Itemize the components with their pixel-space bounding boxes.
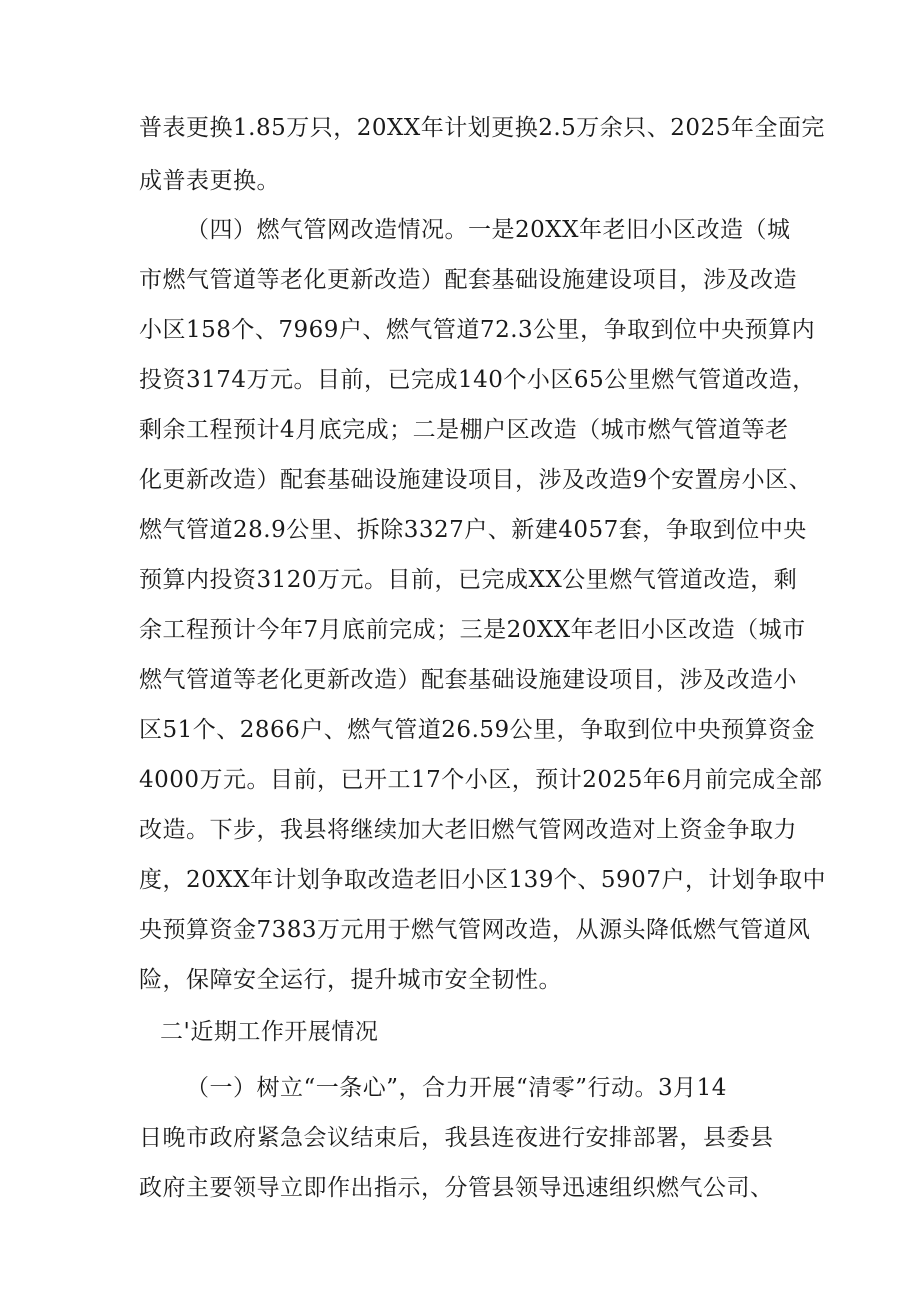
text-line: 政府主要领导立即作出指示，分管县领导迅速组织燃气公司、 [139,1175,774,1201]
text-line: 区51个、2866户、燃气管道26.59公里，争取到位中央预算资金 [139,717,816,743]
text-line: 成普表更换。 [139,168,280,194]
subsection-heading-1: （一）树立“一条心”，合力开展“清零”行动。3月14 [186,1075,727,1101]
text-line: 4000万元。目前，已开工17个小区，预计2025年6月前完成全部 [139,767,823,793]
text-line: 日晚市政府紧急会议结束后，我县连夜进行安排部署，县委县 [139,1125,774,1151]
text-line: 小区158个、7969户、燃气管道72.3公里，争取到位中央预算内 [139,317,816,343]
text-line: 度，20XX年计划争取改造老旧小区139个、5907户，计划争取中 [139,867,826,893]
text-line: 改造。下步，我县将继续加大老旧燃气管网改造对上资金争取力 [139,817,797,843]
text-line: 燃气管道28.9公里、拆除3327户、新建4057套，争取到位中央 [139,517,807,543]
text-line: 央预算资金7383万元用于燃气管网改造，从源头降低燃气管道风 [139,917,811,943]
text-line: 化更新改造）配套基础设施建设项目，涉及改造9个安置房小区、 [139,467,813,493]
text-line: 险，保障安全运行，提升城市安全韧性。 [139,967,562,993]
section-heading-4: （四）燃气管网改造情况。一是20XX年老旧小区改造（城 [186,217,791,243]
text-line: 余工程预计今年7月底前完成；三是20XX年老旧小区改造（城市 [139,617,806,643]
text-line: 预算内投资3120万元。目前，已完成XX公里燃气管道改造，剩 [139,567,798,593]
text-line: 市燃气管道等老化更新改造）配套基础设施建设项目，涉及改造 [139,267,797,293]
section-heading-2: 二'近期工作开展情况 [160,1019,379,1045]
text-line: 普表更换1.85万只，20XX年计划更换2.5万余只、2025年全面完 [139,115,825,141]
text-line: 燃气管道等老化更新改造）配套基础设施建设项目，涉及改造小 [139,667,797,693]
text-line: 投资3174万元。目前，已完成140个小区65公里燃气管道改造， [139,367,816,393]
text-line: 剩余工程预计4月底完成；二是棚户区改造（城市燃气管道等老 [139,417,789,443]
